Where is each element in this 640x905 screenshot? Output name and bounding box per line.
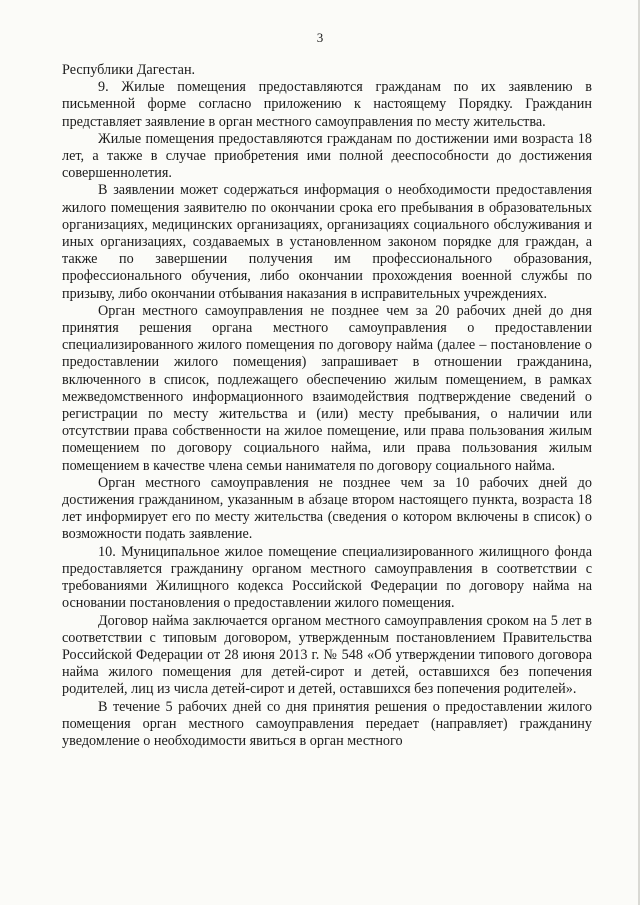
page-number: 3 (316, 30, 324, 45)
paragraph: 9. Жилые помещения предоставляются гражданам по их заявлению в письменной форме согласно приложению к настоящему Порядку. Гражданин представляет заявление в орган местного самоуправления по месту жительства. (62, 79, 592, 130)
paragraph: Договор найма заключается органом местного самоуправления сроком на 5 лет в соответствии с типовым договором, утвержденным постановлением Правительства Российской Федерации от 28 июня 2013 г. № 548 «Об утверждении типового договора найма жилого помещения для детей-сирот и детей, оставшихся без попечения родителей, лиц из числа детей-сирот и детей, оставшихся без попечения родителей». (62, 612, 592, 698)
paragraph: 10. Муниципальное жилое помещение специализированного жилищного фонда предоставляется гражданину органом местного самоуправления в соответствии с требованиями Жилищного кодекса Российской Федерации по договору найма на основании постановления о предоставлении жилого помещения. (62, 543, 592, 612)
paragraph: Орган местного самоуправления не позднее чем за 10 рабочих дней до достижения гражданином, указанным в абзаце втором настоящего пункта, возраста 18 лет информирует его по месту жительства (сведения о котором включены в список) о возможности подать заявление. (62, 474, 592, 543)
paragraph: Орган местного самоуправления не позднее чем за 20 рабочих дней до дня принятия решения органа местного самоуправления о предоставлении специализированного жилого помещения по договору найма (далее – постановление о предоставлении жилого помещения) запрашивает в отношении гражданина, включенного в список, подлежащего обеспечению жилым помещением, в рамках межведомственного информационного взаимодействия подтверждение сведений о регистрации по месту жительства и (или) месту пребывания, о наличии или отсутствии права собственности на жилое помещение, или права пользования жилым помещением по договору социального найма, или права пользования жилым помещением в качестве члена семьи нанимателя по договору социального найма. (62, 302, 592, 474)
document-body (62, 62, 592, 750)
paragraph: Жилые помещения предоставляются гражданам по достижении ими возраста 18 лет, а также в случае приобретения ими полной дееспособности до достижения совершеннолетия. (62, 130, 592, 182)
paragraph: В течение 5 рабочих дней со дня принятия решения о предоставлении жилого помещения орган местного самоуправления передает (направляет) гражданину уведомление о необходимости явиться в орган местного (62, 698, 592, 749)
paragraph: В заявлении может содержаться информация о необходимости предоставления жилого помещения заявителю по окончании срока его пребывания в образовательных организациях, медицинских организациях, организациях социального обслуживания и иных организациях, создаваемых в установленном законом порядке для граждан, а также по завершении получения им профессионального образования, профессионального обучения, либо окончании прохождения военной службы по призыву, либо окончании отбывания наказания в исправительных учреждениях. (62, 182, 592, 302)
paragraph: Республики Дагестан. (62, 62, 196, 78)
